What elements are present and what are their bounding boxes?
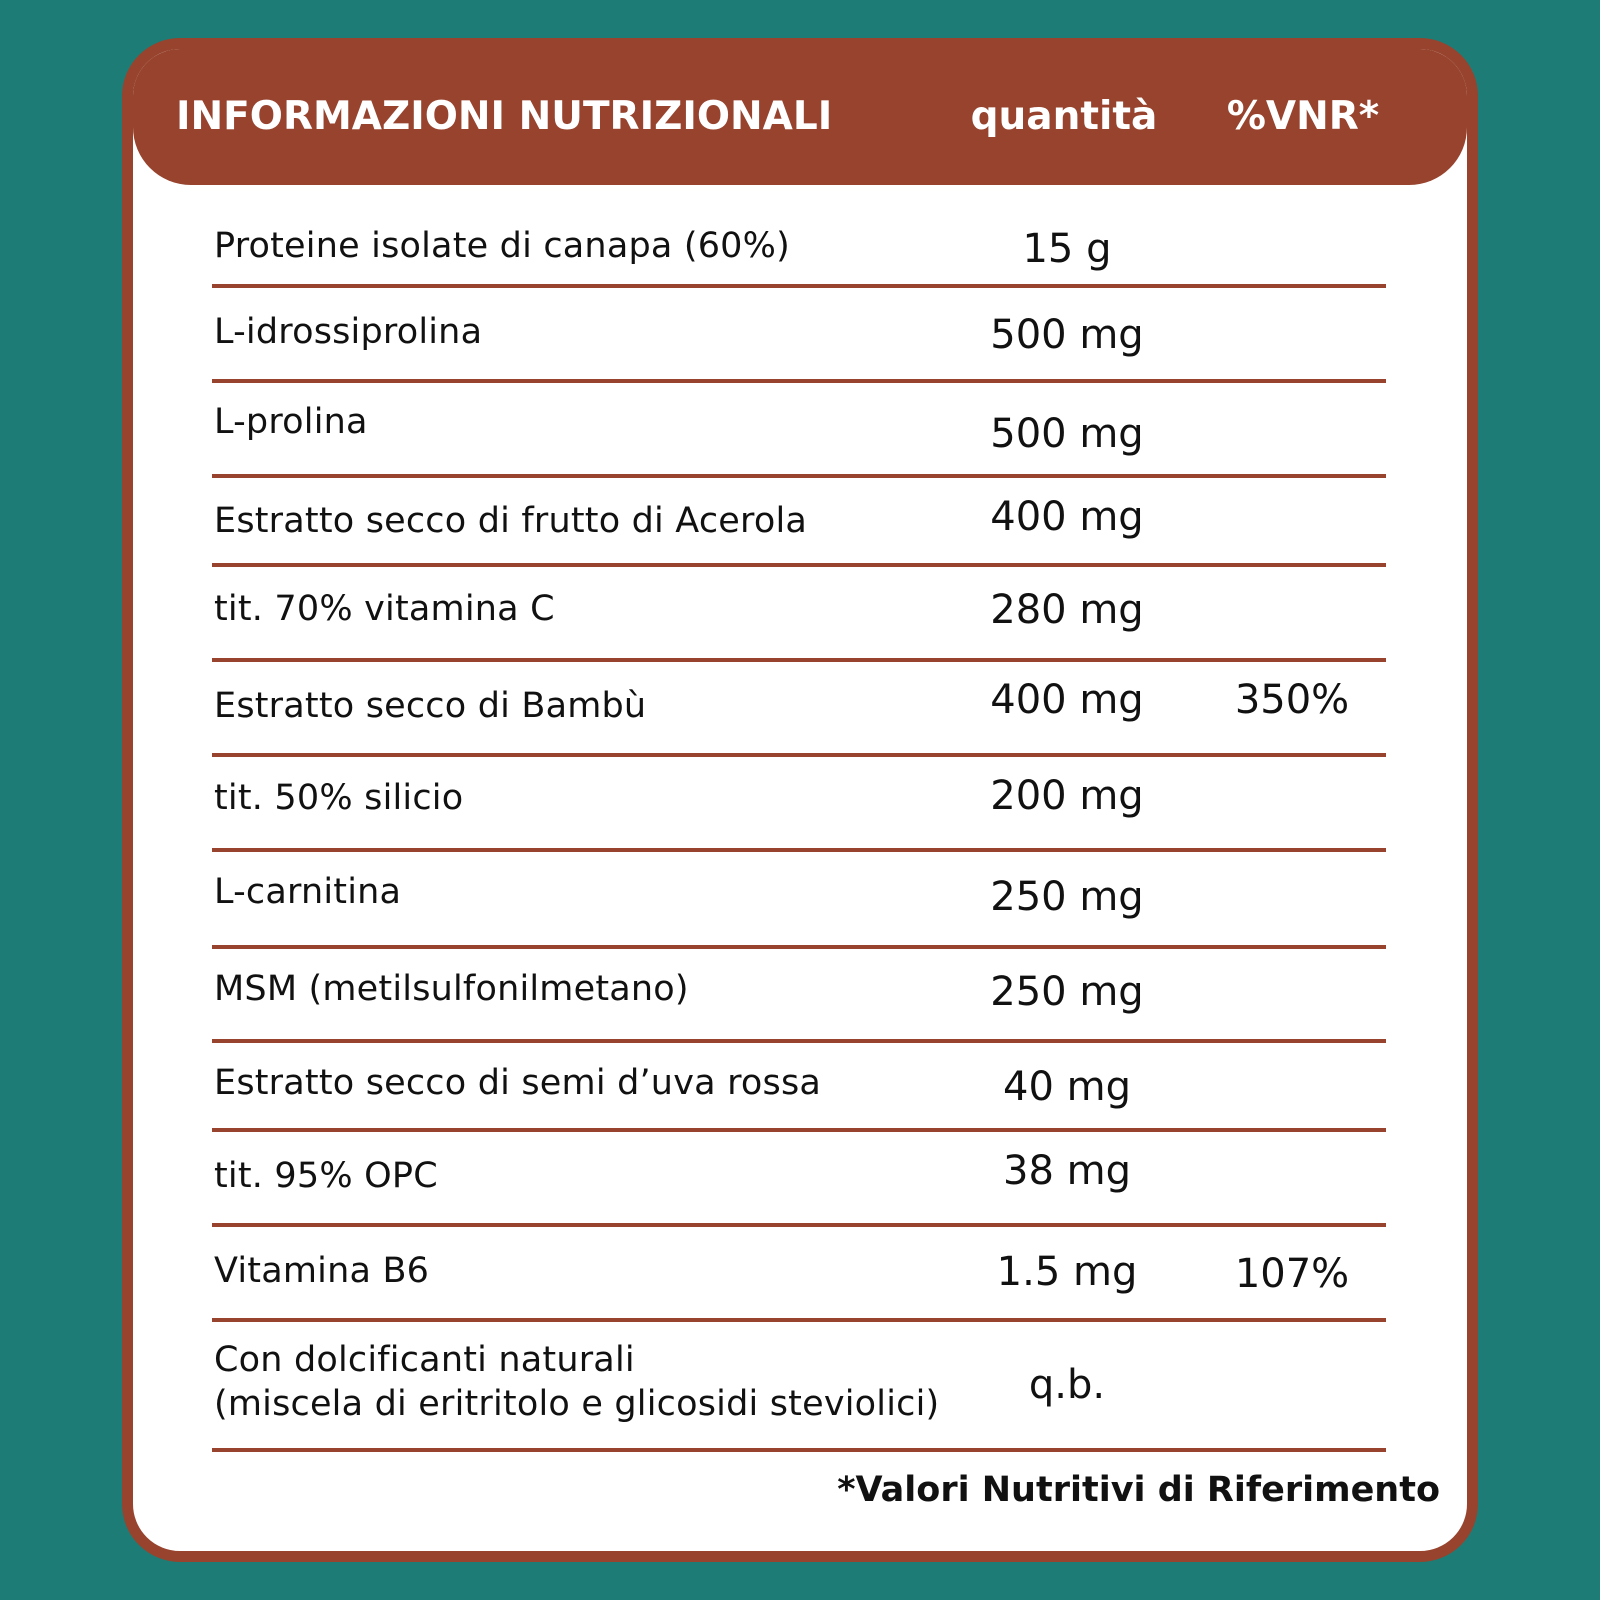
nutrition-rows [133,49,1467,1551]
row-name: tit. 70% vitamina C [214,589,555,629]
row-quantity: 15 g [1022,226,1112,272]
header-quantity: quantità [970,94,1158,139]
row-quantity: 500 mg [990,411,1144,457]
row-name: tit. 95% OPC [214,1156,438,1196]
row-name: Proteine isolate di canapa (60%) [214,226,790,266]
row-name: L-prolina [214,402,368,442]
row-quantity: 250 mg [990,969,1144,1015]
row-quantity: 400 mg [990,494,1144,540]
table-row [212,567,1386,662]
header-vnr: %VNR* [1226,94,1380,139]
table-row [212,199,1386,288]
row-quantity: 500 mg [990,312,1144,358]
row-name: Vitamina B6 [214,1251,430,1291]
footnote: *Valori Nutritivi di Riferimento [837,1470,1440,1510]
header-title: INFORMAZIONI NUTRIZIONALI [176,94,833,139]
table-row [212,757,1386,852]
row-name: Estratto secco di Bambù [214,686,647,726]
row-quantity: 1.5 mg [996,1249,1138,1295]
table-row [212,662,1386,757]
table-row [212,852,1386,949]
table-row [212,383,1386,478]
row-quantity: 250 mg [990,874,1144,920]
table-row [212,478,1386,567]
table-row [212,949,1386,1043]
row-quantity: 280 mg [990,587,1144,633]
nutrition-card [122,38,1478,1562]
table-row [212,1227,1386,1322]
table-row [212,288,1386,383]
row-name-line2: (miscela di eritritolo e glicosidi steviolici) [214,1384,940,1424]
row-quantity: q.b. [1028,1362,1106,1408]
row-quantity: 38 mg [1003,1148,1131,1194]
row-vnr: 107% [1234,1251,1350,1297]
row-vnr: 350% [1234,677,1350,723]
table-row [212,1043,1386,1132]
table-row [212,1132,1386,1227]
row-name: Con dolcificanti naturali [214,1340,635,1380]
row-quantity: 400 mg [990,677,1144,723]
row-name: tit. 50% silicio [214,778,464,818]
row-name: Estratto secco di frutto di Acerola [214,501,808,541]
row-quantity: 40 mg [1003,1064,1131,1110]
row-quantity: 200 mg [990,773,1144,819]
row-name: Estratto secco di semi d’uva rossa [214,1063,822,1103]
table-row [212,1322,1386,1452]
row-name: L-idrossiprolina [214,312,483,352]
row-name: MSM (metilsulfonilmetano) [214,969,689,1009]
row-name: L-carnitina [214,872,402,912]
